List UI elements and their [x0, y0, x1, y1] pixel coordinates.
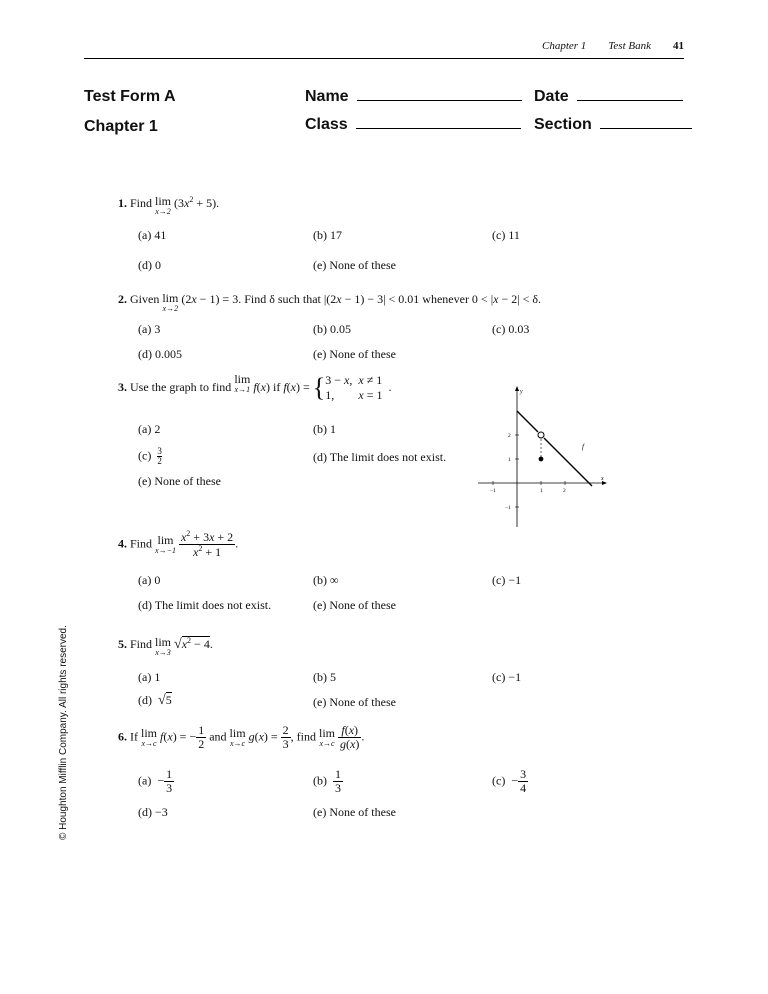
q3-option-d[interactable]: (d) The limit does not exist. — [313, 450, 447, 464]
x-axis-label: x — [601, 476, 604, 482]
question-6: 6. If lim x→c f(x) = − $\frac{1}{2}$ and lim x→c g(x) = $\frac{2}{3}$ , find lim x→c $\frac{f(x)}{g(x)}$ . — [118, 723, 365, 752]
function-line — [517, 411, 538, 432]
q5-option-c[interactable]: (c) −1 — [492, 670, 522, 684]
q2-option-c[interactable]: (c) 0.03 — [492, 322, 530, 336]
q1-option-b[interactable]: (b) 17 — [313, 228, 342, 242]
curve-label: f — [582, 443, 584, 451]
name-line[interactable] — [357, 100, 522, 101]
q3-option-e[interactable]: (e) None of these — [138, 474, 221, 488]
closed-point — [539, 457, 544, 462]
q4-option-c[interactable]: (c) −1 — [492, 573, 522, 587]
name-label: Name — [305, 88, 349, 105]
open-point — [538, 432, 544, 438]
y-tick-label: 1 — [508, 457, 511, 463]
q4-option-b[interactable]: (b) ∞ — [313, 573, 339, 587]
q1-option-c[interactable]: (c) 11 — [492, 228, 520, 242]
q3-option-b[interactable]: (b) 1 — [313, 422, 336, 436]
class-line[interactable] — [356, 128, 521, 129]
question-4: 4. Find lim x→−1 $\frac{x^2 + 3x + 2}{x^2 + 1}$ . — [118, 529, 239, 560]
question-2: 2. Given lim x→2 (2x − 1) = 3. Find δ such that |(2x − 1) − 3| < 0.01 whenever 0 < |x − 2| < δ. — [118, 291, 542, 313]
question-5: 5. Find lim x→3 $√x^2 - 4$. — [118, 635, 213, 657]
class-label: Class — [305, 116, 348, 133]
y-axis-label: y — [520, 389, 523, 395]
q5-option-d[interactable]: (d) √5 — [138, 693, 172, 708]
q3-option-a[interactable]: (a) 2 — [138, 422, 161, 436]
q3-graph — [470, 385, 610, 535]
date-field[interactable] — [534, 88, 683, 106]
q2-option-b[interactable]: (b) 0.05 — [313, 322, 351, 336]
x-tick-label: 1 — [540, 488, 543, 494]
header-rule — [84, 58, 684, 59]
q6-option-d[interactable]: (d) −3 — [138, 805, 168, 819]
q6-option-e[interactable]: (e) None of these — [313, 805, 396, 819]
question-number: 1. — [118, 196, 127, 210]
name-field[interactable] — [305, 88, 522, 106]
q1-option-d[interactable]: (d) 0 — [138, 258, 161, 272]
section-label: Section — [534, 116, 592, 133]
q2-option-a[interactable]: (a) 3 — [138, 322, 161, 336]
question-number: 2. — [118, 292, 127, 306]
q1-option-a[interactable]: (a) 41 — [138, 228, 167, 242]
header-book: Test Bank — [608, 40, 651, 52]
question-3: 3. Use the graph to find lim x→1 f(x) if f(x) = { 3 − x, x ≠ 1 1, x = 1. — [118, 372, 392, 402]
date-line[interactable] — [577, 100, 683, 101]
running-header — [420, 40, 684, 52]
page-number: 41 — [673, 40, 684, 52]
function-line — [544, 438, 592, 486]
y-tick-label: 2 — [508, 433, 511, 439]
q3-option-c[interactable]: (c) $\frac{3}{2}$ — [138, 446, 162, 466]
question-number: 6. — [118, 729, 127, 744]
q6-option-a[interactable]: (a) − $\frac{1}{3}$ — [138, 767, 173, 796]
section-field[interactable] — [534, 116, 692, 134]
q5-option-b[interactable]: (b) 5 — [313, 670, 336, 684]
q6-option-b[interactable]: (b) $\frac{1}{3}$ — [313, 767, 341, 796]
form-title: Test Form A — [84, 88, 176, 105]
q2-option-e[interactable]: (e) None of these — [313, 347, 396, 361]
class-field[interactable] — [305, 116, 521, 134]
y-tick-label: −1 — [505, 505, 511, 511]
header-chapter: Chapter 1 — [542, 40, 587, 52]
y-axis-arrow — [515, 386, 519, 391]
section-line[interactable] — [600, 128, 692, 129]
x-tick-label: −1 — [490, 488, 496, 494]
q5-option-a[interactable]: (a) 1 — [138, 670, 161, 684]
q1-option-e[interactable]: (e) None of these — [313, 258, 396, 272]
question-number: 5. — [118, 637, 127, 651]
question-1: 1. Find lim x→2 $(3x^2 + 5)$. — [118, 194, 220, 216]
q4-option-d[interactable]: (d) The limit does not exist. — [138, 598, 272, 612]
date-label: Date — [534, 88, 569, 105]
q6-option-c[interactable]: (c) − $\frac{3}{4}$ — [492, 767, 527, 796]
question-number: 4. — [118, 536, 127, 551]
q4-option-e[interactable]: (e) None of these — [313, 598, 396, 612]
q2-option-d[interactable]: (d) 0.005 — [138, 347, 182, 361]
q4-option-a[interactable]: (a) 0 — [138, 573, 161, 587]
q5-option-e[interactable]: (e) None of these — [313, 695, 396, 709]
form-chapter: Chapter 1 — [84, 118, 158, 135]
x-tick-label: 2 — [563, 488, 566, 494]
question-number: 3. — [118, 379, 127, 394]
copyright-notice: © Houghton Mifflin Company. All rights reserved. — [58, 625, 69, 840]
